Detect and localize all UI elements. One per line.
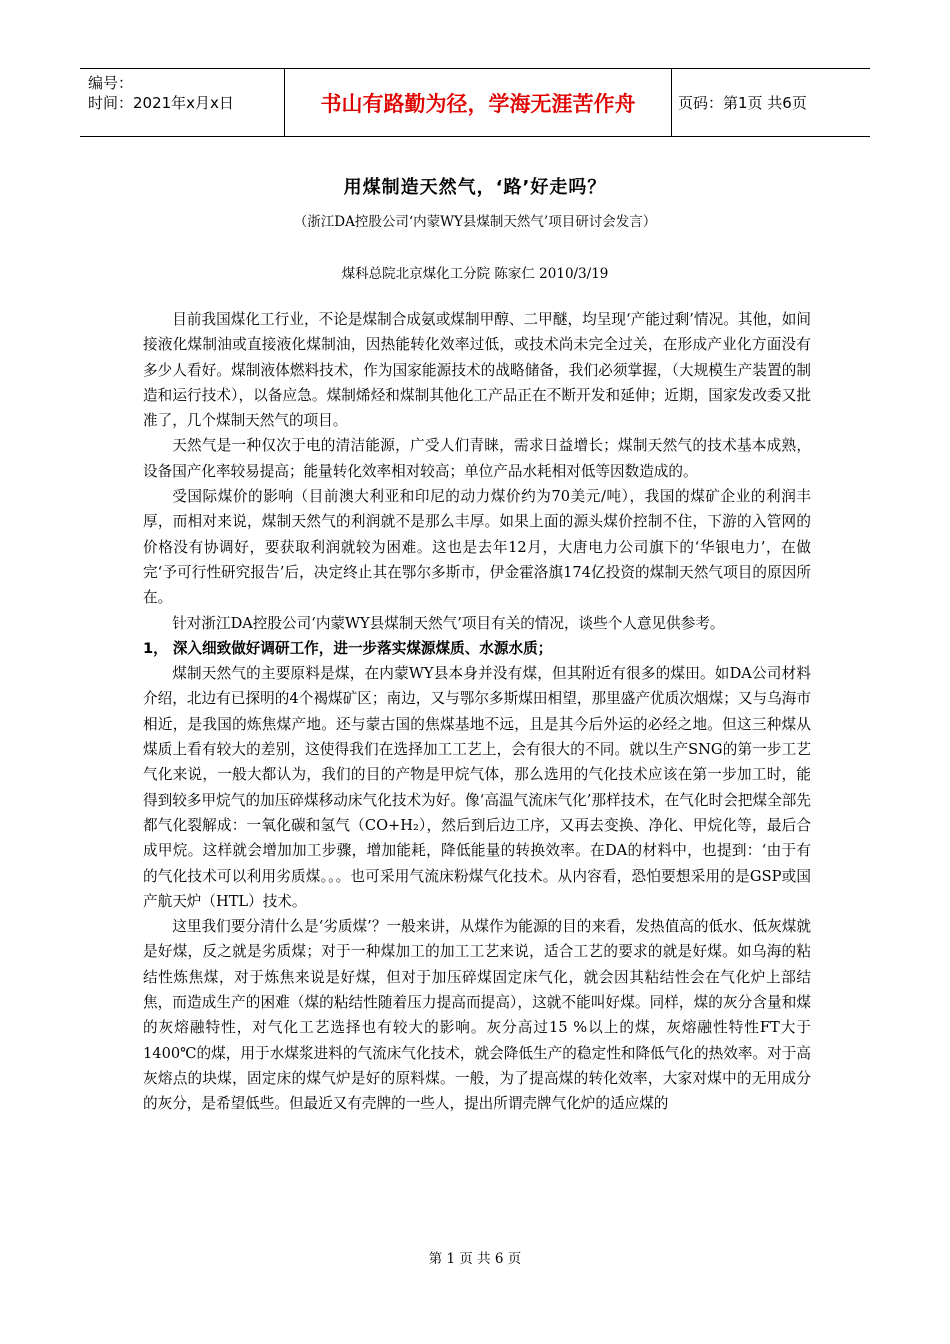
document-date-label: 时间：2021年x月x日 <box>88 94 234 112</box>
header-table <box>80 68 870 137</box>
header-page-cell <box>672 69 870 136</box>
motto-text: 书山有路勤为径，学海无涯苦作舟 <box>320 91 636 116</box>
paragraph: 煤制天然气的主要原料是煤，在内蒙WY县本身并没有煤，但其附近有很多的煤田。如DA公司材料介绍，北边有已探明的4个褐煤矿区；南边，又与鄂尔多斯煤田相望，那里盛产优质次烟煤；又与乌海市相近，是我国的炼焦煤产地。还与蒙古国的焦煤基地不远，且是其今后外运的必经之地。但这三种煤从煤质上看有较大的差别，这使得我们在选择加工工艺上，会有很大的不同。就以生产SNG的第一步工艺气化来说，一般大都认为，我们的目的产物是甲烷气体，那么选用的气化技术应该在第一步加工时，能得到较多甲烷气的加压碎煤移动床气化技术为好。像‘高温气流床气化’那样技术，在气化时会把煤全部先都气化裂解成：一氧化碳和氢气（CO+H₂），然后到后边工序，又再去变换、净化、甲烷化等，最后合成甲烷。这样就会增加加工步骤，增加能耗，降低能量的转换效率。在DA的材料中，也提到：‘由于有的气化技术可以利用劣质煤。。。也可采用气流床粉煤气化技术。从内容看，恐怕要想采用的是GSP或国产航天炉（HTL）技术。 <box>143 665 811 910</box>
document-subtitle: （浙江DA控股公司‘内蒙WY县煤制天然气’项目研讨会发言） <box>293 214 657 230</box>
page-number-label: 页码：第1页 共6页 <box>678 94 807 112</box>
header-motto-cell <box>285 69 672 136</box>
page-footer: 第 1 页 共 6 页 <box>428 1251 522 1267</box>
paragraph: 目前我国煤化工行业，不论是煤制合成氨或煤制甲醇、二甲醚，均呈现‘产能过剩’情况。其他，如间接液化煤制油或直接液化煤制油，因热能转化效率过低，或技术尚未完全过关，在形成产业化方面没有多少人看好。煤制液体燃料技术，作为国家能源技术的战略储备，我们必须掌握，（大规模生产装置的制造和运行技术），以备应急。煤制烯烃和煤制其他化工产品正在不断开发和延伸；近期，国家发改委又批准了，几个煤制天然气的项目。 <box>143 311 811 430</box>
header-left-cell <box>80 69 285 136</box>
paragraph: 天然气是一种仅次于电的清洁能源，广受人们青睐，需求日益增长；煤制天然气的技术基本成熟，设备国产化率较易提高；能量转化效率相对较高；单位产品水耗相对低等因数造成的。 <box>143 437 811 480</box>
section-heading: 1， 深入细致做好调研工作，进一步落实煤源煤质、水源水质； <box>143 639 553 657</box>
document-author: 煤科总院北京煤化工分院 陈家仁 2010/3/19 <box>341 266 609 282</box>
document-title: 用煤制造天然气，‘路’好走吗？ <box>343 177 607 198</box>
paragraph: 受国际煤价的影响（目前澳大利亚和印尼的动力煤价约为70美元/吨），我国的煤矿企业的利润丰厚，而相对来说，煤制天然气的利润就不是那么丰厚。如果上面的源头煤价控制不住，下游的入管网的价格没有协调好，要获取利润就较为困难。这也是去年12月，大唐电力公司旗下的‘华银电力’，在做完‘予可行性研究报告’后，决定终止其在鄂尔多斯市，伊金霍洛旗174亿投资的煤制天然气项目的原因所在。 <box>143 488 811 607</box>
document-body <box>143 307 811 1117</box>
document-number-label: 编号： <box>88 74 134 92</box>
paragraph: 这里我们要分清什么是‘劣质煤’？一般来讲，从煤作为能源的目的来看，发热值高的低水、低灰煤就是好煤，反之就是劣质煤；对于一种煤加工的加工工艺来说，适合工艺的要求的就是好煤。如乌海的粘结性炼焦煤，对于炼焦来说是好煤，但对于加压碎煤固定床气化，就会因其粘结性会在气化炉上部结焦，而造成生产的困难（煤的粘结性随着压力提高而提高），这就不能叫好煤。同样，煤的灰分含量和煤的灰熔融特性，对气化工艺选择也有较大的影响。灰分高过15 %以上的煤，灰熔融性特性FT大于1400℃的煤，用于水煤浆进料的气流床气化技术，就会降低生产的稳定性和降低气化的热效率。对于高灰熔点的块煤，固定床的煤气炉是好的原料煤。一般，为了提高煤的转化效率，大家对煤中的无用成分的灰分，是希望低些。但最近又有壳牌的一些人，提出所谓壳牌气化炉的适应煤的 <box>143 918 811 1113</box>
paragraph: 针对浙江DA控股公司‘内蒙WY县煤制天然气’项目有关的情况，谈些个人意见供参考。 <box>172 614 725 632</box>
